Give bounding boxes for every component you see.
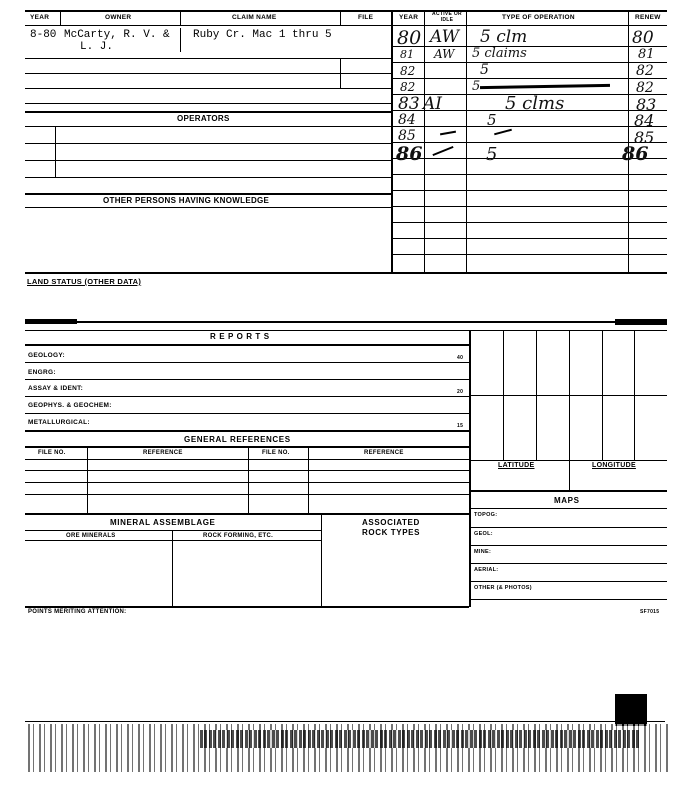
operators-heading: OPERATORS	[177, 114, 230, 123]
op-renew-2: 81	[638, 47, 655, 62]
divider	[340, 58, 341, 88]
maps-heading: MAPS	[554, 496, 580, 505]
row-line	[25, 103, 391, 104]
maps-topog: TOPOG:	[474, 512, 498, 518]
claim-owner-1: McCarty, R. V. &	[64, 29, 170, 41]
op-renew-8: 86	[622, 143, 649, 165]
tick-mark	[440, 131, 456, 136]
op-status-1: AW	[430, 27, 460, 47]
divider	[628, 10, 629, 272]
op-row-line	[393, 62, 667, 63]
report-code-metallurgical: 15	[457, 423, 464, 429]
row-line	[25, 207, 391, 208]
row-line	[25, 396, 469, 397]
scan-noise-band	[200, 730, 640, 748]
right-block-divider	[469, 330, 471, 607]
mineral-assemblage-heading: MINERAL ASSEMBLAGE	[110, 518, 216, 527]
divider	[248, 446, 249, 514]
row-line	[25, 160, 391, 161]
report-code-geology: 40	[457, 355, 464, 361]
associated-heading-1: ASSOCIATED	[362, 518, 420, 527]
row-line	[25, 530, 321, 531]
row-line	[25, 58, 391, 59]
op-renew-1: 80	[632, 28, 654, 48]
row-line	[25, 446, 469, 448]
row-line	[25, 126, 391, 127]
header-type-of-operation: TYPE OF OPERATION	[502, 14, 575, 21]
op-renew-6: 84	[634, 111, 655, 130]
divider	[172, 530, 173, 607]
divider	[55, 126, 56, 177]
header-year-2: YEAR	[399, 14, 419, 21]
associated-heading-2: ROCK TYPES	[362, 528, 421, 537]
row-line	[25, 540, 321, 541]
op-year-5: 83	[398, 94, 420, 114]
rock-forming-heading: ROCK FORMING, ETC.	[203, 533, 274, 539]
header-file: FILE	[358, 14, 374, 21]
row-line	[25, 73, 391, 74]
row-line	[470, 527, 667, 528]
header-active-idle: ACTIVE OR IDLE	[432, 11, 462, 23]
op-type-6: 5	[487, 111, 497, 129]
report-code-assay: 20	[457, 389, 464, 395]
op-row-line	[393, 174, 667, 175]
ref-col-file-no-1: FILE NO.	[38, 450, 66, 456]
maps-mine: MINE:	[474, 549, 492, 555]
header-owner: OWNER	[105, 14, 132, 21]
row-line	[25, 494, 469, 495]
land-status-heading: LAND STATUS (OTHER DATA)	[27, 277, 142, 286]
op-row-line	[393, 78, 667, 79]
op-status-2: AW	[434, 47, 455, 61]
ref-col-file-no-2: FILE NO.	[262, 450, 290, 456]
row-line	[25, 513, 469, 515]
divider	[466, 10, 467, 272]
grid-line	[569, 330, 570, 490]
op-type-3: 5	[480, 62, 489, 78]
row-line	[25, 482, 469, 483]
row-line	[25, 459, 469, 460]
ore-minerals-heading: ORE MINERALS	[66, 533, 116, 539]
longitude-label: LONGITUDE	[592, 462, 636, 469]
grid-line	[470, 395, 667, 396]
scan-edge-line	[25, 721, 665, 722]
row-line	[470, 563, 667, 564]
op-year-4: 82	[400, 80, 416, 94]
op-type-5: 5 clms	[505, 93, 565, 114]
op-row-line	[393, 190, 667, 191]
row-line	[470, 599, 667, 600]
row-line	[470, 581, 667, 582]
other-persons-top	[25, 193, 391, 195]
row-line	[25, 344, 469, 346]
general-references-heading: GENERAL REFERENCES	[184, 435, 291, 444]
divider	[180, 28, 181, 52]
op-year-3: 82	[400, 64, 416, 78]
op-type-4: 5	[472, 79, 481, 94]
header-year: YEAR	[30, 14, 50, 21]
op-status-5: AI	[423, 94, 442, 114]
row-line	[25, 430, 469, 432]
op-type-1: 5 clm	[480, 27, 528, 47]
row-line	[25, 143, 391, 144]
op-year-1: 80	[397, 27, 422, 49]
reports-heading: R E P O R T S	[210, 332, 270, 341]
divider	[87, 446, 88, 514]
left-right-divider	[391, 10, 393, 272]
row-line	[25, 413, 469, 414]
divider	[340, 10, 341, 26]
ref-col-reference-2: REFERENCE	[364, 450, 404, 456]
reports-top	[25, 330, 667, 331]
op-row-line	[393, 206, 667, 207]
op-year-8: 86	[396, 143, 423, 165]
other-persons-heading: OTHER PERSONS HAVING KNOWLEDGE	[103, 196, 270, 205]
row-line	[25, 88, 391, 89]
tick-mark	[494, 129, 512, 136]
row-line	[25, 606, 469, 608]
divider	[180, 10, 181, 26]
op-year-7: 85	[398, 128, 416, 144]
report-geology: GEOLOGY:	[28, 352, 65, 359]
header-claim-name: CLAIM NAME	[232, 14, 277, 21]
op-year-6: 84	[398, 112, 416, 128]
strike-through	[480, 84, 610, 89]
divider	[424, 10, 425, 272]
row-line	[25, 362, 469, 363]
claim-name: Ruby Cr. Mac 1 thru 5	[193, 29, 332, 41]
op-renew-4: 82	[636, 80, 654, 96]
op-renew-5: 83	[636, 95, 657, 114]
report-assay: ASSAY & IDENT:	[28, 385, 84, 392]
row-line	[470, 508, 667, 509]
row-line	[25, 177, 391, 178]
tick-mark	[432, 146, 453, 156]
latitude-label: LATITUDE	[498, 462, 535, 469]
op-row-line	[393, 238, 667, 239]
header-renew: RENEW	[635, 14, 661, 21]
row-line	[470, 545, 667, 546]
op-renew-3: 82	[636, 63, 654, 79]
row-line	[25, 379, 469, 380]
report-geophys: GEOPHYS. & GEOCHEM:	[28, 402, 112, 409]
report-metallurgical: METALLURGICAL:	[28, 419, 90, 426]
claim-year: 8-80	[30, 29, 57, 41]
operators-top	[25, 111, 391, 113]
op-row-line	[393, 254, 667, 255]
op-year-2: 81	[400, 48, 414, 61]
separator-bar-right	[615, 319, 667, 325]
separator-line	[25, 321, 667, 323]
op-type-2: 5 claims	[472, 46, 527, 61]
maps-aerial: AERIAL:	[474, 567, 499, 573]
row-line	[25, 470, 469, 471]
header-bottom-line	[25, 25, 667, 26]
points-meriting-attention: POINTS MERITING ATTENTION:	[28, 609, 127, 615]
op-type-8: 5	[486, 144, 498, 165]
maps-top	[470, 490, 667, 492]
maps-geol: GEOL:	[474, 531, 493, 537]
divider	[321, 515, 322, 607]
divider	[308, 446, 309, 514]
ref-col-reference-1: REFERENCE	[143, 450, 183, 456]
op-renew-7: 85	[634, 128, 655, 147]
report-engrg: ENGRG:	[28, 369, 56, 376]
form-code: SF7015	[640, 609, 660, 615]
top-border	[25, 10, 667, 12]
maps-other: OTHER (& PHOTOS)	[474, 585, 532, 591]
op-row-line	[393, 222, 667, 223]
op-row-line	[393, 126, 667, 127]
divider	[60, 10, 61, 26]
upper-block-bottom	[25, 272, 667, 274]
claim-owner-2: L. J.	[80, 41, 114, 53]
grid-line	[470, 460, 667, 461]
